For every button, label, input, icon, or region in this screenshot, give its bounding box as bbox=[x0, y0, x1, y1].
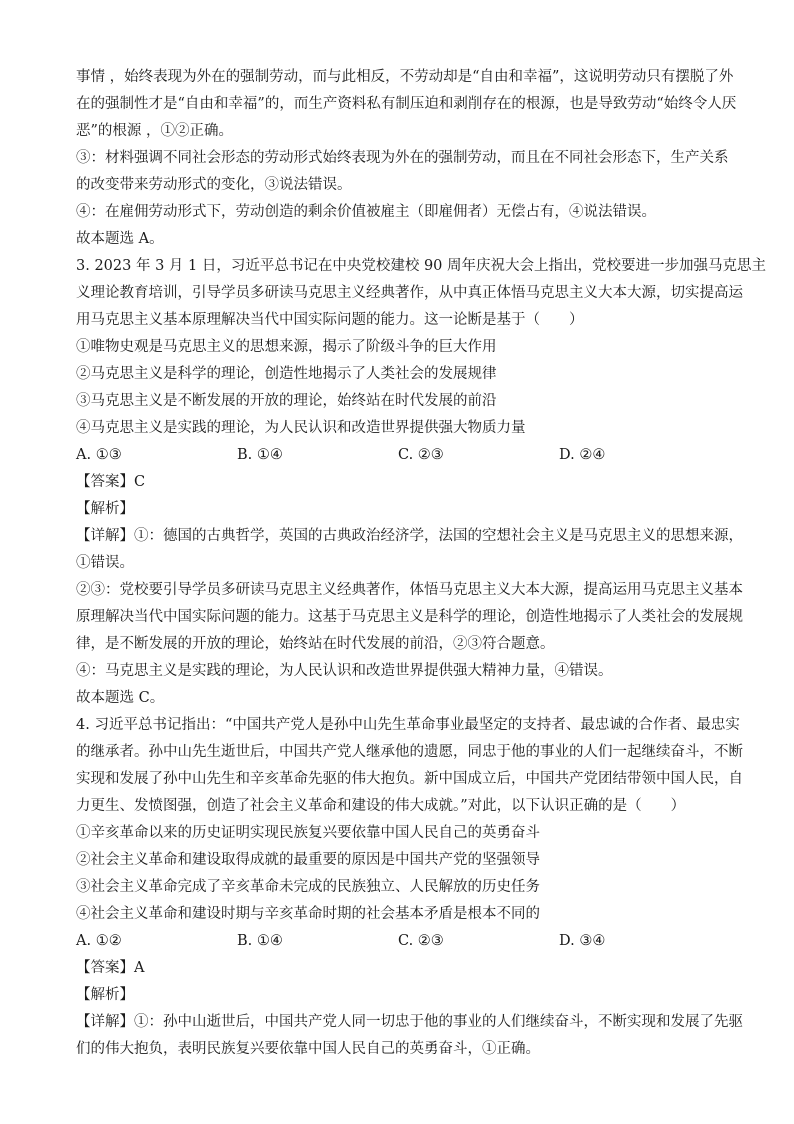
answer-choices bbox=[76, 928, 730, 955]
analysis-line: ②③：党校要引导学员多研读马克思主义经典著作，体悟马克思主义大本大源，提高运用马克思主义基本 bbox=[76, 582, 743, 598]
question-3 bbox=[76, 253, 767, 712]
option-item: ③马克思主义是不断发展的开放的理论，始终站在时代发展的前沿 bbox=[76, 393, 497, 409]
text-line: ④：在雇佣劳动形式下，劳动创造的剩余价值被雇主（即雇佣者）无偿占有，④说法错误。 bbox=[76, 204, 656, 220]
choice-d: D. ②④ bbox=[559, 447, 606, 463]
option-item: ②社会主义革命和建设取得成就的最重要的原因是中国共产党的坚强领导 bbox=[76, 852, 540, 868]
text-line: 在的强制性才是“自由和幸福”的，而生产资料私有制压迫和剥削存在的根源，也是导致劳动“始终令人厌 bbox=[76, 96, 737, 112]
question-stem-line: 义理论教育培训，引导学员多研读马克思主义经典著作，从中真正体悟马克思主义大本大源，切实提高运 bbox=[76, 285, 743, 301]
analysis-label: 【解析】 bbox=[76, 987, 134, 1003]
question-stem-line: 4. 习近平总书记指出：“中国共产党人是孙中山先生革命事业最坚定的支持者、最忠诚的合作者、最忠实 bbox=[76, 717, 740, 733]
analysis-line: 【详解】①：德国的古典哲学，英国的古典政治经济学，法国的空想社会主义是马克思主义的思想来源， bbox=[76, 528, 743, 544]
text-line: 恶”的根源 ，①②正确。 bbox=[76, 123, 234, 139]
conclusion-line: 故本题选 A。 bbox=[76, 231, 164, 247]
answer-choices bbox=[76, 442, 730, 469]
answer-line: 【答案】C bbox=[76, 474, 146, 490]
previous-analysis-block bbox=[76, 64, 737, 253]
answer-line: 【答案】A bbox=[76, 960, 145, 976]
analysis-line: 们的伟大抱负，表明民族复兴要依靠中国人民自己的英勇奋斗，①正确。 bbox=[76, 1041, 540, 1057]
question-stem-line: 力更生、发愤图强，创造了社会主义革命和建设的伟大成就。”对此，以下认识正确的是（ ） bbox=[76, 798, 686, 814]
text-line: 事情 ，始终表现为外在的强制劳动，而与此相反，不劳动却是“自由和幸福”，这说明劳动只有摆脱了外 bbox=[76, 69, 734, 85]
choice-a: A. ①② bbox=[76, 933, 122, 949]
choice-b: B. ①④ bbox=[237, 447, 283, 463]
analysis-line: 【详解】①：孙中山逝世后，中国共产党人同一切忠于他的事业的人们继续奋斗，不断实现和发展了先驱 bbox=[76, 1014, 743, 1030]
option-item: ③社会主义革命完成了辛亥革命未完成的民族独立、人民解放的历史任务 bbox=[76, 879, 540, 895]
text-line: 的改变带来劳动形式的变化，③说法错误。 bbox=[76, 177, 352, 193]
option-item: ④马克思主义是实践的理论，为人民认识和改造世界提供强大物质力量 bbox=[76, 420, 526, 436]
analysis-label: 【解析】 bbox=[76, 501, 134, 517]
question-stem-line: 的继承者。孙中山先生逝世后，中国共产党人继承他的遗愿，同忠于他的事业的人们一起继续奋斗，不断 bbox=[76, 744, 743, 760]
question-stem-line: 用马克思主义基本原理解决当代中国实际问题的能力。这一论断是基于（ ） bbox=[76, 312, 584, 328]
option-item: ①辛亥革命以来的历史证明实现民族复兴要依靠中国人民自己的英勇奋斗 bbox=[76, 825, 540, 841]
choice-b: B. ①④ bbox=[237, 933, 283, 949]
choice-d: D. ③④ bbox=[559, 933, 606, 949]
text-line: ③：材料强调不同社会形态的劳动形式始终表现为外在的强制劳动，而且在不同社会形态下，生产关系 bbox=[76, 150, 729, 166]
choice-c: C. ②③ bbox=[398, 447, 444, 463]
analysis-line: ④：马克思主义是实践的理论，为人民认识和改造世界提供强大精神力量，④错误。 bbox=[76, 663, 613, 679]
choice-c: C. ②③ bbox=[398, 933, 444, 949]
analysis-line: 律，是不断发展的开放的理论，始终站在时代发展的前沿，②③符合题意。 bbox=[76, 636, 555, 652]
analysis-line: ①错误。 bbox=[76, 555, 134, 571]
conclusion-line: 故本题选 C。 bbox=[76, 690, 165, 706]
option-item: ①唯物史观是马克思主义的思想来源，揭示了阶级斗争的巨大作用 bbox=[76, 339, 497, 355]
choice-a: A. ①③ bbox=[76, 447, 122, 463]
analysis-line: 原理解决当代中国实际问题的能力。这基于马克思主义是科学的理论，创造性地揭示了人类社会的发展规 bbox=[76, 609, 743, 625]
question-stem-line: 3. 2023 年 3 月 1 日，习近平总书记在中央党校建校 90 周年庆祝大会上指出，党校要进一步加强马克思主 bbox=[76, 258, 767, 274]
question-4 bbox=[76, 712, 743, 1063]
option-item: ④社会主义革命和建设时期与辛亥革命时期的社会基本矛盾是根本不同的 bbox=[76, 906, 540, 922]
question-stem-line: 实现和发展了孙中山先生和辛亥革命先驱的伟大抱负。新中国成立后，中国共产党团结带领中国人民，自 bbox=[76, 771, 743, 787]
option-item: ②马克思主义是科学的理论，创造性地揭示了人类社会的发展规律 bbox=[76, 366, 497, 382]
